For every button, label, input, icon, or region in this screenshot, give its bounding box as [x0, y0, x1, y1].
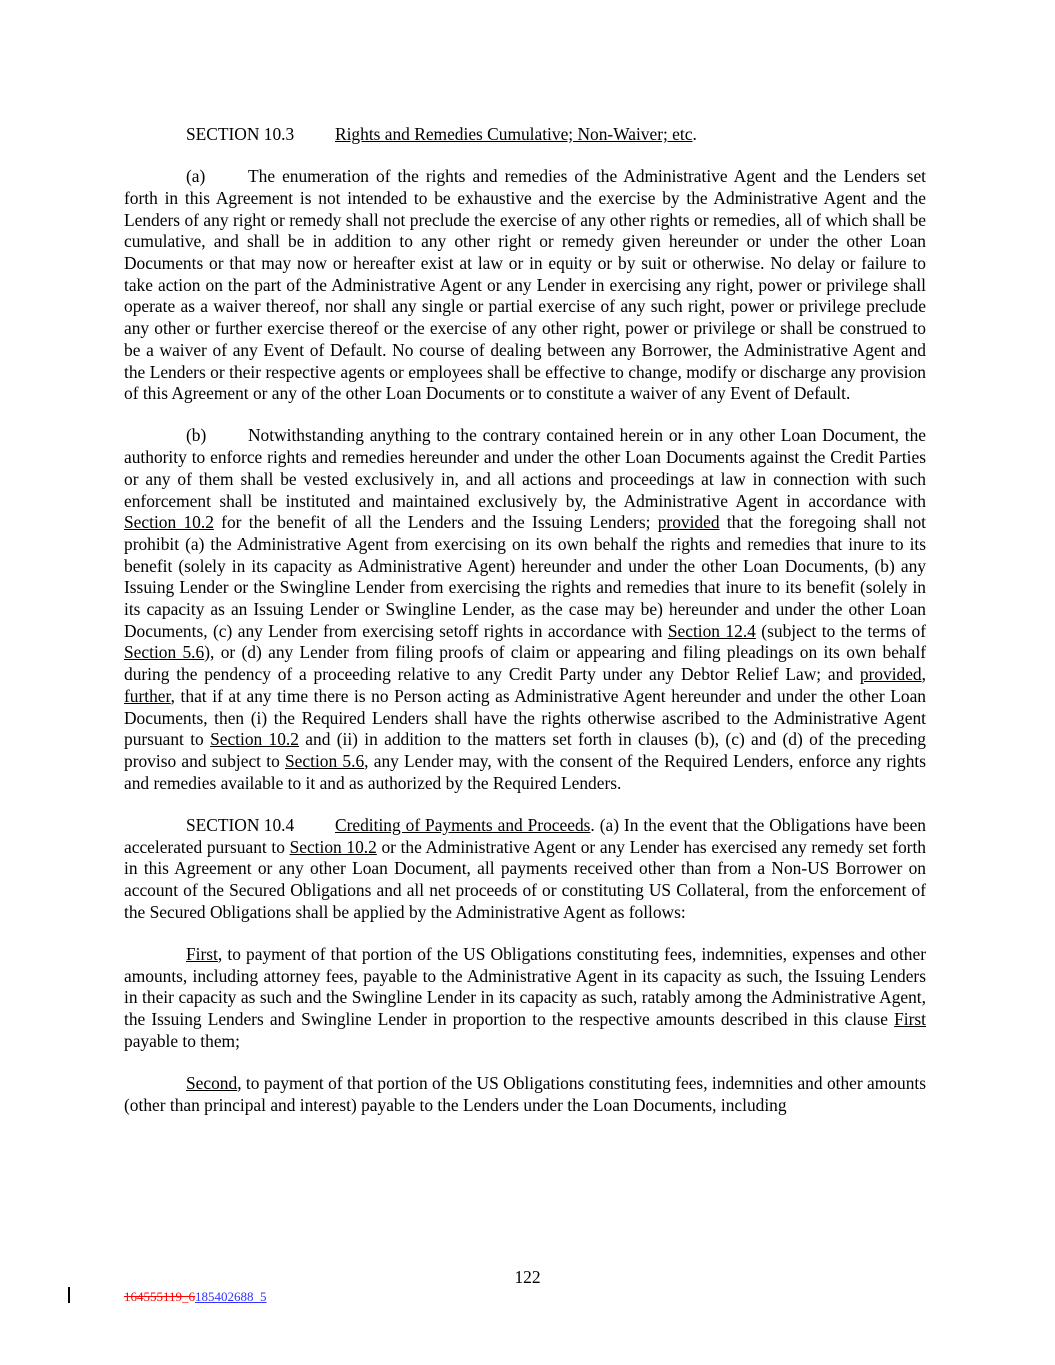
- paragraph-10-3-a: [124, 166, 926, 405]
- section-number: SECTION 10.4: [186, 814, 295, 835]
- paragraph-10-3-b: (b) Notwithstanding anything to the contrary contained herein or in any other Loan Document, the authority to enforce rights and remedies hereunder and under the other Loan Documents against the Credit Parties or any of them shall be vested exclusively in, and all actions and proceedings at law in connection with such enforcement shall be instituted and maintained exclusively by, the Administrative Agent in accordance with Section 10.2 for the benefit of all the Lenders and the Issuing Lenders; provided that the foregoing shall not prohibit (a) the Administrative Agent from exercising on its own behalf the rights and remedies that inure to its benefit (solely in its capacity as Administrative Agent) hereunder and under the other Loan Documents, (b) any Issuing Lender or the Swingline Lender from exercising the rights and remedies that inure to its benefit (solely in its capacity as an Issuing Lender or Swingline Lender, as the case may be) hereunder and under the other Loan Documents, (c) any Lender from exercising setoff rights in accordance with Section 12.4 (subject to the terms of Section 5.6), or (d) any Lender from filing proofs of claim or appearing and filing pleadings on its own behalf during the pendency of a proceeding relative to any Credit Party under any Debtor Relief Law; and provided, further, that if at any time there is no Person acting as Administrative Agent hereunder and under the other Loan Documents, then (i) the Required Lenders shall have the rights otherwise ascribed to the Administrative Agent pursuant to Section 10.2 and (ii) in addition to the matters set forth in clauses (b), (c) and (d) of the preceding proviso and subject to Section 5.6, any Lender may, with the consent of the Required Lenders, enforce any rights and remedies available to it and as authorized by the Required Lenders.: [124, 425, 927, 793]
- page-number: 122: [514, 1267, 541, 1287]
- section-reference: Section 12.4: [667, 620, 756, 641]
- section-reference: Section 10.2: [124, 512, 214, 533]
- clause-first-label: First: [186, 943, 218, 964]
- document-body: [124, 124, 926, 1137]
- clause-label: (a): [186, 166, 206, 187]
- further-term: further: [124, 685, 171, 706]
- section-reference: Section 5.6: [285, 750, 365, 771]
- section-reference: Section 10.2: [289, 836, 377, 857]
- document-id: [124, 1289, 267, 1305]
- paragraph-second: Second, to payment of that portion of the US Obligations constituting fees, indemnities and other amounts (other than principal and interest) payable to the Lenders under the Loan Documents, including: [124, 1072, 926, 1115]
- doc-id-deleted: 164555119_6: [124, 1289, 196, 1304]
- section-number: SECTION 10.3: [186, 124, 295, 144]
- paragraph-first: First, to payment of that portion of the US Obligations constituting fees, indemnities, expenses and other amounts, including attorney fees, payable to the Administrative Agent in its capacity as such, the Issuing Lenders in their capacity as such and the Swingline Lender in its capacity as such, ratably among the Administrative Agent, the Issuing Lenders and Swingline Lender in proportion to the respective amounts described in this clause First payable to them;: [124, 943, 926, 1051]
- provided-term: provided: [657, 512, 720, 533]
- doc-id-inserted: 185402688_5: [195, 1289, 267, 1304]
- clause-reference: First: [894, 1009, 926, 1030]
- clause-label: (b): [186, 425, 207, 446]
- section-title: Crediting of Payments and Proceeds: [335, 814, 591, 835]
- provided-term: provided: [859, 664, 922, 685]
- paragraph-text: The enumeration of the rights and remedies of the Administrative Agent and the Lenders set forth in this Agreement is not intended to be exhaustive and the exercise by the Administrative Agent and the Lenders of any right or remedy shall not preclude the exercise of any other rights or remedies, all of which shall be cumulative, and shall be in addition to any other right or remedy given hereunder or under the other Loan Documents or that may now or hereafter exist at law or in equity or by suit or otherwise. No delay or failure to take action on the part of the Administrative Agent or any Lender in exercising any right, power or privilege shall operate as a waiver thereof, nor shall any single or partial exercise of any such right, power or privilege preclude any other or further exercise thereof or the exercise of any other right, power or privilege or shall be construed to be a waiver of any Event of Default. No course of dealing between any Borrower, the Administrative Agent and the Lenders or their respective agents or employees shall be effective to change, modify or discharge any provision of this Agreement or any of the other Loan Documents or to constitute a waiver of any Event of Default.: [124, 166, 926, 404]
- section-reference: Section 10.2: [210, 729, 299, 750]
- section-title: Rights and Remedies Cumulative; Non-Waiver; etc: [335, 124, 693, 144]
- section-10-4-paragraph: SECTION 10.4 Crediting of Payments and Proceeds. (a) In the event that the Obligations have been accelerated pursuant to Section 10.2 or the Administrative Agent or any Lender has exercised any remedy set forth in this Agreement or any other Loan Document, all payments received other than from a Non-US Borrower on account of the Secured Obligations and all net proceeds of or constituting US Collateral, from the enforcement of the Secured Obligations shall be applied by the Administrative Agent as follows:: [124, 814, 926, 922]
- section-reference: Section 5.6: [124, 642, 205, 663]
- section-10-3-heading: SECTION 10.3 Rights and Remedies Cumulative; Non-Waiver; etc.: [186, 124, 697, 144]
- revision-change-bar: [68, 1287, 70, 1303]
- clause-second-label: Second: [186, 1072, 238, 1093]
